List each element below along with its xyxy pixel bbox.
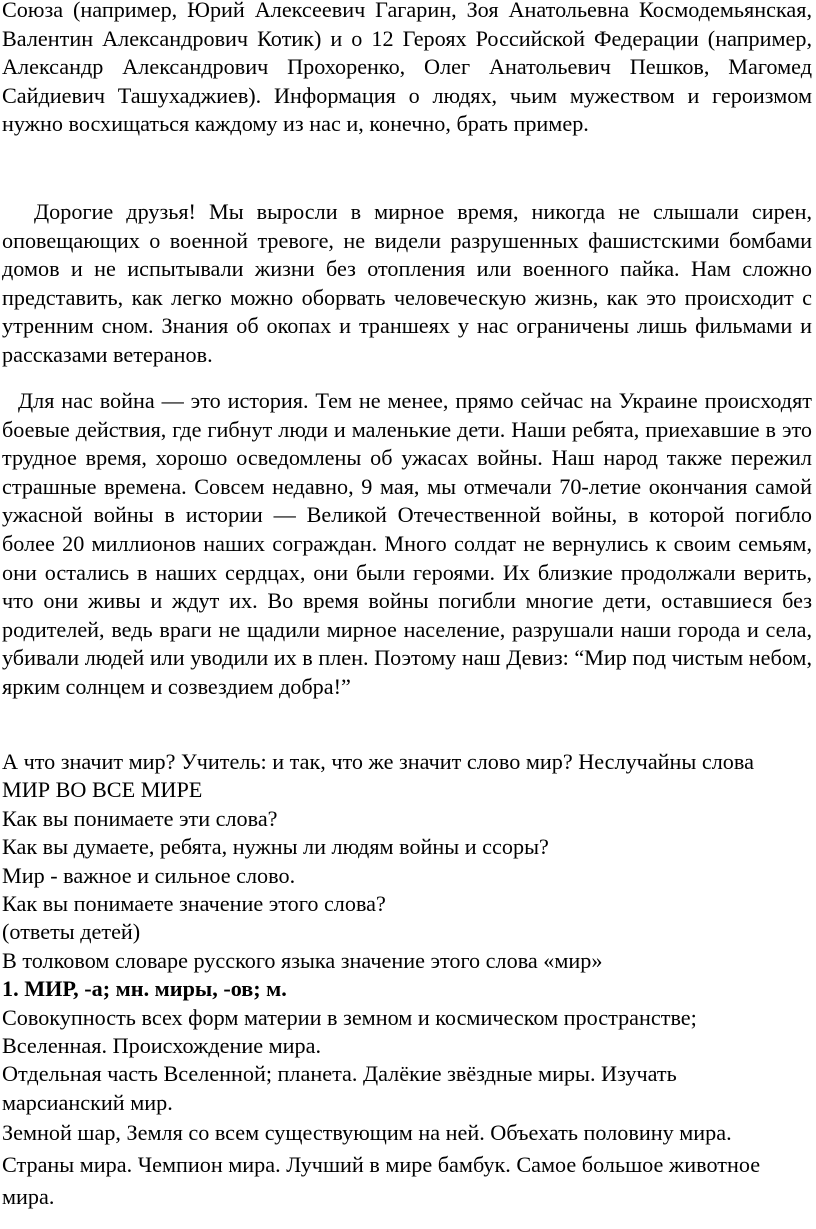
question-word-meaning: Как вы понимаете значение этого слова? (2, 891, 386, 917)
definition-earth: Земной шар, Земля со всем существующим на ней. Объехать половину мира. (2, 1120, 732, 1146)
paragraph-heroes: Союза (например, Юрий Алексеевич Гагарин, Зоя Анатольевна Космодемьянская, Валентин Александрович Котик) и о 12 Героях Российской Федерации (например, Александр Александрович Прохоренко, Олег Анатольевич Пешков, Магомед Сайдиевич Ташухаджиев). Информация о людях, чьим мужеством и героизмом нужно восхищаться каждому из нас и, конечно, брать пример. (2, 0, 812, 137)
question-what-is-peace: А что значит мир? Учитель: и так, что же значит слово мир? Неслучайны слова МИР ВО ВСЕ МИРЕ (2, 749, 754, 803)
dictionary-intro: В толковом словаре русского языка значение этого слова «мир» (2, 947, 603, 973)
definition-countries: Страны мира. Чемпион мира. Лучший в мире бамбук. Самое большое животное мира. (2, 1152, 761, 1210)
children-answers-note: (ответы детей) (2, 919, 141, 945)
lesson-block (2, 748, 776, 1213)
paragraph-peaceful-time: Дорогие друзья! Мы выросли в мирное время, никогда не слышали сирен, оповещающих о военной тревоге, не видели разрушенных фашистскими бомбами домов и не испытывали жизни без отопления или военного пайка. Нам сложно представить, как легко можно оборвать человеческую жизнь, как это происходит с утренним сном. Знания об окопах и траншеях у нас ограничены лишь фильмами и рассказами ветеранов. (2, 199, 812, 367)
question-understand-words: Как вы понимаете эти слова? (2, 805, 278, 831)
dictionary-heading: 1. МИР, -а; мн. миры, -ов; м. (2, 976, 287, 1002)
paragraph-war-history: Для нас война — это история. Тем не менее, прямо сейчас на Украине происходят боевые действия, где гибнут люди и маленькие дети. Наши ребята, приехавшие в это трудное время, хорошо осведомлены об ужасах войны. Наш народ также пережил страшные времена. Совсем недавно, 9 мая, мы отмечали 70-летие окончания самой ужасной войны в истории — Великой Отечественной войны, в которой погибло более 20 миллионов наших сограждан. Много солдат не вернулись к своим семьям, они остались в наших сердцах, они были героями. Их близкие продолжали верить, что они живы и ждут их. Во время войны погибли многие дети, оставшиеся без родителей, ведь враги не щадили мирное население, разрушали наши города и села, убивали людей или уводили их в плен. Поэтому наш Девиз: “Мир под чистым небом, ярким солнцем и созвездием добра!” (2, 388, 812, 699)
statement-important-word: Мир - важное и сильное слово. (2, 862, 296, 888)
question-wars-needed: Как вы думаете, ребята, нужны ли людям войны и ссоры? (2, 834, 549, 860)
definition-planet: Отдельная часть Вселенной; планета. Далёкие звёздные миры. Изучать марсианский мир. (2, 1061, 677, 1115)
definition-universe: Совокупность всех форм материи в земном и космическом пространстве; Вселенная. Происхождение мира. (2, 1004, 697, 1059)
